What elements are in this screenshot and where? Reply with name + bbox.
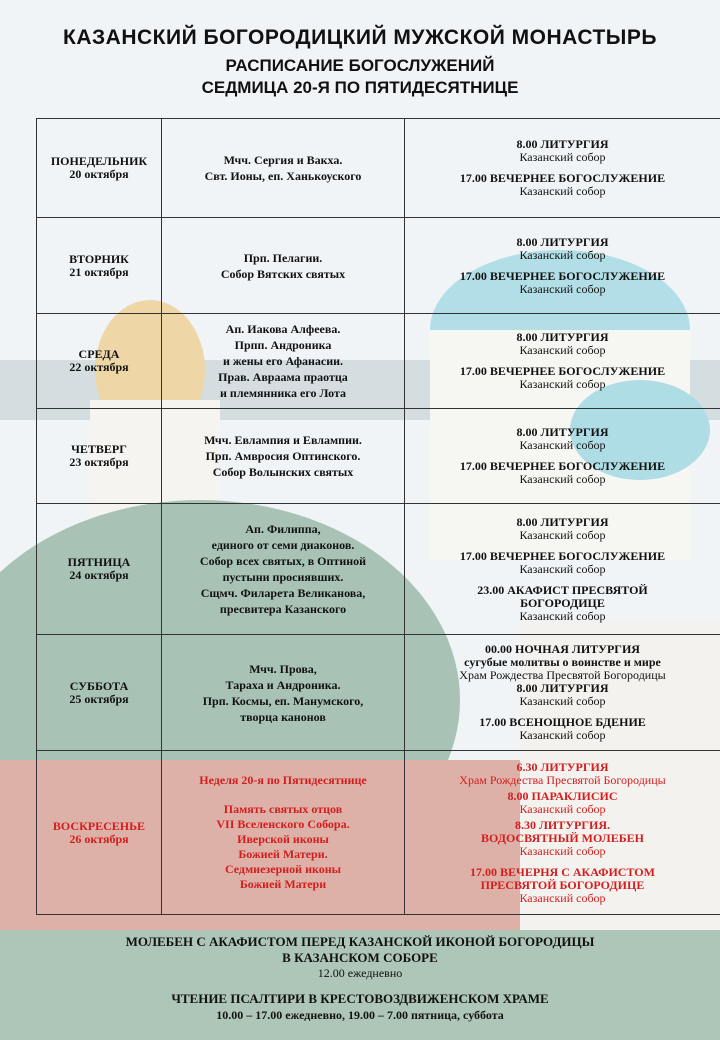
services-cell: [405, 409, 720, 504]
saint-line: Иверской иконы: [237, 832, 329, 846]
saint-line: Тараха и Андроника.: [225, 677, 341, 692]
saint-line: Божией Матери.: [238, 847, 328, 861]
saints-cell: [162, 314, 405, 409]
saint-line: VII Вселенского Собора.: [216, 817, 350, 831]
saint-line: и жены его Афанасии.: [222, 354, 344, 368]
service-title: 8.00 ЛИТУРГИЯ: [516, 514, 609, 529]
saints-cell: [162, 504, 405, 635]
saint-line: пресвитера Казанского: [219, 602, 347, 616]
feast-title: Неделя 20-я по Пятидесятнице: [199, 773, 367, 787]
services-cell: [405, 751, 720, 915]
service-location: Казанский собор: [519, 150, 606, 164]
table-row: [37, 119, 720, 218]
service-location: Казанский собор: [519, 608, 606, 623]
service-title: 8.00 ЛИТУРГИЯ: [516, 330, 609, 344]
day-cell: [37, 314, 162, 409]
saint-line: единого от семи диаконов.: [211, 538, 355, 552]
service-location: Казанский собор: [519, 801, 606, 816]
service-title: 17.00 ВЕЧЕРНЕЕ БОГОСЛУЖЕНИЕ: [459, 364, 666, 378]
saint-line: Собор всех святых, в Оптиной: [199, 554, 367, 568]
day-name: ВТОРНИК: [69, 251, 129, 266]
service-title: 8.00 ЛИТУРГИЯ: [516, 234, 609, 249]
services-cell: [405, 635, 720, 751]
day-cell: [37, 119, 162, 218]
day-name: ЧЕТВЕРГ: [71, 442, 127, 456]
service-location: Казанский собор: [519, 843, 606, 858]
service-location: Казанский собор: [519, 728, 606, 742]
saint-line: Ап. Филиппа,: [245, 522, 321, 536]
saint-line: Прп. Космы, еп. Манумского,: [202, 693, 364, 708]
service-location: Казанский собор: [519, 343, 606, 357]
day-name: СУББОТА: [69, 678, 129, 693]
service-title: 00.00 НОЧНАЯ ЛИТУРГИЯ: [485, 642, 640, 656]
service-title-cont: ПРЕСВЯТОЙ БОГОРОДИЦЕ: [480, 877, 645, 892]
service-location: Казанский собор: [519, 247, 606, 262]
saints-cell: [162, 119, 405, 218]
service-title: 8.00 ЛИТУРГИЯ: [516, 425, 609, 439]
moleben-line2: В КАЗАНСКОМ СОБОРЕ: [282, 950, 438, 965]
day-name: ПОНЕДЕЛЬНИК: [50, 154, 148, 168]
service-location: Храм Рождества Пресвятой Богородицы: [459, 668, 666, 682]
saint-line: творца канонов: [240, 709, 326, 724]
day-cell: [37, 751, 162, 915]
day-date: 26 октября: [69, 831, 129, 846]
day-name: ПЯТНИЦА: [67, 555, 131, 569]
saint-line: Свт. Ионы, еп. Ханькоуского: [204, 169, 362, 183]
service-location: Казанский собор: [519, 281, 606, 296]
saint-line: Сщмч. Филарета Великанова,: [200, 586, 366, 600]
saint-line: Седмиезерной иконы: [224, 862, 342, 876]
table-row: [37, 635, 720, 751]
service-title: 17.00 ВЕЧЕРНЯ С АКАФИСТОМ: [470, 864, 655, 879]
services-cell: [405, 119, 720, 218]
table-row: [37, 218, 720, 314]
saint-line: Мчч. Евлампия и Евлампии.: [204, 433, 362, 447]
saint-line: Мчч. Прова,: [249, 661, 317, 676]
day-date: 23 октября: [69, 455, 129, 469]
service-title: 17.00 ВЕЧЕРНЕЕ БОГОСЛУЖЕНИЕ: [459, 548, 666, 563]
service-title: 6.30 ЛИТУРГИЯ: [516, 759, 609, 774]
service-title: 8.00 ЛИТУРГИЯ: [516, 137, 609, 151]
saint-line: Прпп. Андроника: [234, 338, 332, 352]
day-cell: [37, 218, 162, 314]
saint-line: Прп. Амвросия Оптинского.: [205, 449, 361, 463]
day-cell: [37, 409, 162, 504]
service-title-cont: ВОДОСВЯТНЫЙ МОЛЕБЕН: [481, 830, 644, 845]
saint-line: Собор Волынских святых: [212, 465, 354, 479]
service-title: 8.30 ЛИТУРГИЯ.: [514, 817, 611, 832]
saint-line: и племянника его Лота: [219, 386, 347, 400]
service-title: 17.00 ВСЕНОЩНОЕ БДЕНИЕ: [479, 715, 646, 729]
saint-line: Ап. Иакова Алфеева.: [225, 322, 341, 336]
day-name: ВОСКРЕСЕНЬЕ: [52, 818, 146, 833]
psalter-line: ЧТЕНИЕ ПСАЛТИРИ В КРЕСТОВОЗДВИЖЕНСКОМ ХРАМЕ: [171, 991, 549, 1006]
services-cell: [405, 314, 720, 409]
service-location: Храм Рождества Пресвятой Богородицы: [459, 772, 666, 787]
services-cell: [405, 504, 720, 635]
service-title: 8.00 ЛИТУРГИЯ: [516, 681, 609, 695]
table-row: [37, 409, 720, 504]
day-name: СРЕДА: [78, 347, 120, 361]
service-location: Казанский собор: [519, 438, 606, 452]
service-location: Казанский собор: [519, 184, 606, 198]
saints-cell: [162, 409, 405, 504]
service-title: 8.00 ПАРАКЛИСИС: [507, 788, 618, 803]
service-location: Казанский собор: [519, 377, 606, 391]
schedule-title: РАСПИСАНИЕ БОГОСЛУЖЕНИЙ: [225, 56, 495, 75]
schedule-table: [36, 118, 720, 915]
week-title: СЕДМИЦА 20-Я ПО ПЯТИДЕСЯТНИЦЕ: [201, 78, 519, 97]
moleben-time: 12.00 ежедневно: [317, 966, 403, 980]
day-cell: [37, 635, 162, 751]
service-title: 23.00 АКАФИСТ ПРЕСВЯТОЙ БОГОРОДИЦЕ: [477, 582, 648, 610]
saints-cell: [162, 635, 405, 751]
saint-line: Прп. Пелагии.: [243, 250, 323, 265]
services-cell: [405, 218, 720, 314]
saint-line: Мчч. Сергия и Вакха.: [223, 153, 343, 167]
service-location: Казанский собор: [519, 694, 606, 708]
saints-cell: [162, 751, 405, 915]
day-cell: [37, 504, 162, 635]
service-title: 17.00 ВЕЧЕРНЕЕ БОГОСЛУЖЕНИЕ: [459, 459, 666, 473]
saints-cell: [162, 218, 405, 314]
day-date: 22 октября: [69, 360, 129, 374]
table-row: [37, 751, 720, 915]
saint-line: Память святых отцов: [223, 802, 343, 816]
day-date: 24 октября: [69, 568, 129, 582]
service-note: сугубые молитвы о воинстве и мире: [464, 655, 661, 669]
service-location: Казанский собор: [519, 890, 606, 905]
day-date: 21 октября: [69, 264, 129, 279]
service-location: Казанский собор: [519, 527, 606, 542]
service-location: Казанский собор: [519, 561, 606, 576]
saint-line: Прав. Авраама праотца: [218, 370, 348, 384]
saint-line: пустыни просиявших.: [222, 570, 344, 584]
table-row: [37, 504, 720, 635]
moleben-line1: МОЛЕБЕН С АКАФИСТОМ ПЕРЕД КАЗАНСКОЙ ИКОНОЙ БОГОРОДИЦЫ: [125, 934, 595, 949]
service-title: 17.00 ВЕЧЕРНЕЕ БОГОСЛУЖЕНИЕ: [459, 268, 666, 283]
service-title: 17.00 ВЕЧЕРНЕЕ БОГОСЛУЖЕНИЕ: [459, 171, 666, 185]
saint-line: Божией Матери: [239, 877, 327, 891]
psalter-time: 10.00 – 17.00 ежедневно, 19.00 – 7.00 пятница, суббота: [216, 1008, 504, 1022]
saint-line: Собор Вятских святых: [220, 266, 346, 281]
table-row: [37, 314, 720, 409]
service-location: Казанский собор: [519, 472, 606, 486]
day-date: 25 октября: [69, 691, 129, 706]
monastery-title: КАЗАНСКИЙ БОГОРОДИЦКИЙ МУЖСКОЙ МОНАСТЫРЬ: [63, 26, 657, 49]
day-date: 20 октября: [69, 167, 129, 181]
